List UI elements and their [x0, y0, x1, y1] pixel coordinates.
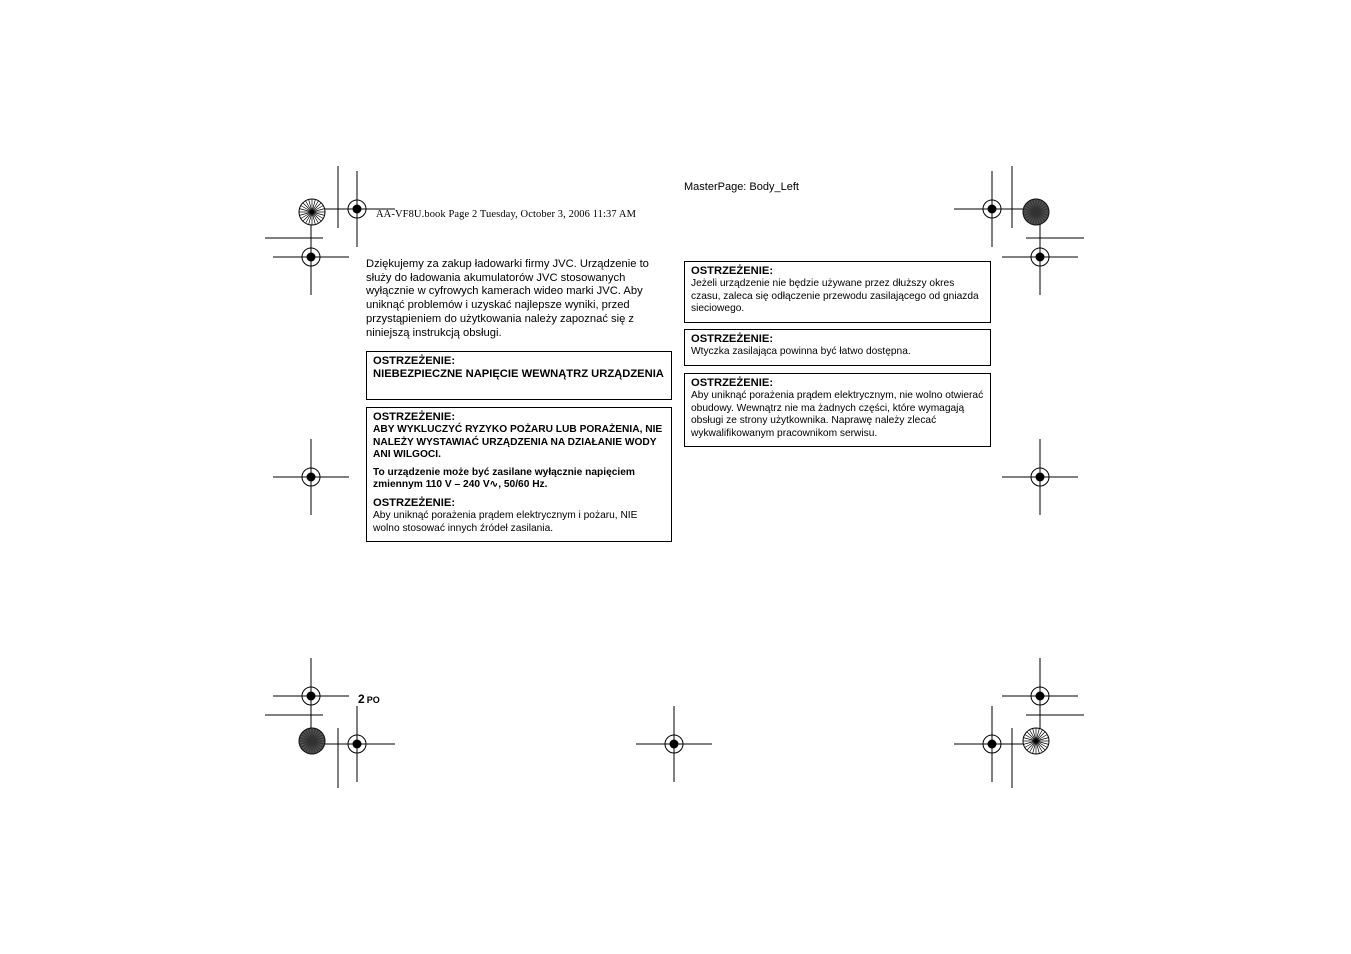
- book-info-line: AA-VF8U.book Page 2 Tuesday, October 3, 2006 11:37 AM: [376, 209, 637, 220]
- warning-title: OSTRZEŻENIE:: [373, 355, 456, 367]
- warning-text-2: Aby uniknąć porażenia prądem elektrycznym i pożaru, NIE wolno stosować innych źródeł zasilania.: [373, 509, 638, 534]
- registration-mark-icon: [1002, 439, 1078, 515]
- warning-text: ABY WYKLUCZYĆ RYZYKO POŻARU LUB PORAŻENIA, NIE NALEŻY WYSTAWIAĆ URZĄDZENIA NA DZIAŁANIE WODY ANI WILGOCI.: [373, 424, 663, 461]
- language-code: PO: [366, 695, 380, 705]
- warning-title-2: OSTRZEŻENIE:: [373, 496, 456, 509]
- master-page-label: MasterPage: Body_Left: [684, 181, 799, 193]
- warning-text: Aby uniknąć porażenia prądem elektrycznym, nie wolno otwierać obudowy. Wewnątrz nie ma żadnych części, które wymagają obsługi ze strony użytkownika. Naprawę należy zlecać wykwalifikowanym pracownikom serwisu.: [691, 390, 984, 439]
- registration-mark-icon: [273, 219, 349, 295]
- color-target-icon: [299, 728, 325, 754]
- warning-text: Wtyczka zasilająca powinna być łatwo dostępna.: [691, 346, 911, 357]
- registration-mark-icon: [954, 171, 1030, 247]
- ac-symbol-icon: ∿: [489, 479, 499, 491]
- warning-box-unplug: [684, 261, 991, 323]
- registration-mark-icon: [273, 658, 349, 734]
- warning-box-voltage: [366, 351, 672, 400]
- warning-box-fire: [366, 407, 672, 542]
- registration-mark-icon: [1002, 219, 1078, 295]
- warning-title: OSTRZEŻENIE:: [691, 333, 774, 345]
- registration-mark-icon: [319, 706, 395, 782]
- color-target-icon: [1023, 728, 1049, 754]
- registration-mark-icon: [636, 706, 712, 782]
- registration-mark-icon: [273, 439, 349, 515]
- supply-text: To urządzenie może być zasilane wyłącznie napięciem zmiennym 110 V – 240 V: [373, 466, 635, 491]
- registration-mark-icon: [1002, 658, 1078, 734]
- registration-mark-icon: [954, 706, 1030, 782]
- warning-text: NIEBEZPIECZNE NAPIĘCIE WEWNĄTRZ URZĄDZENIA: [373, 368, 664, 380]
- warning-title: OSTRZEŻENIE:: [691, 377, 774, 389]
- warning-text: Jeżeli urządzenie nie będzie używane przez dłuższy okres czasu, zaleca się odłączenie przewodu zasilającego od gniazda sieciowego.: [691, 278, 979, 315]
- page-number: [358, 692, 380, 706]
- page-number-value: 2: [358, 692, 365, 706]
- supply-frequency: , 50/60 Hz.: [498, 479, 548, 491]
- color-target-icon: [1023, 199, 1049, 225]
- warning-title: OSTRZEŻENIE:: [691, 265, 774, 277]
- warning-box-plug: [684, 329, 991, 366]
- intro-paragraph: Dziękujemy za zakup ładowarki firmy JVC. Urządzenie to służy do ładowania akumulatorów JVC stosowanych wyłącznie w cyfrowych kamerach wideo marki JVC. Aby uniknąć problemów i uzyskać najlepsze wyniki, przed przystąpieniem do użytkowania należy zapoznać się z niniejszą instrukcją obsługi.: [366, 258, 649, 339]
- color-target-icon: [299, 199, 325, 225]
- supply-note: [373, 467, 665, 492]
- warning-title: OSTRZEŻENIE:: [373, 411, 456, 423]
- warning-box-housing: [684, 373, 991, 447]
